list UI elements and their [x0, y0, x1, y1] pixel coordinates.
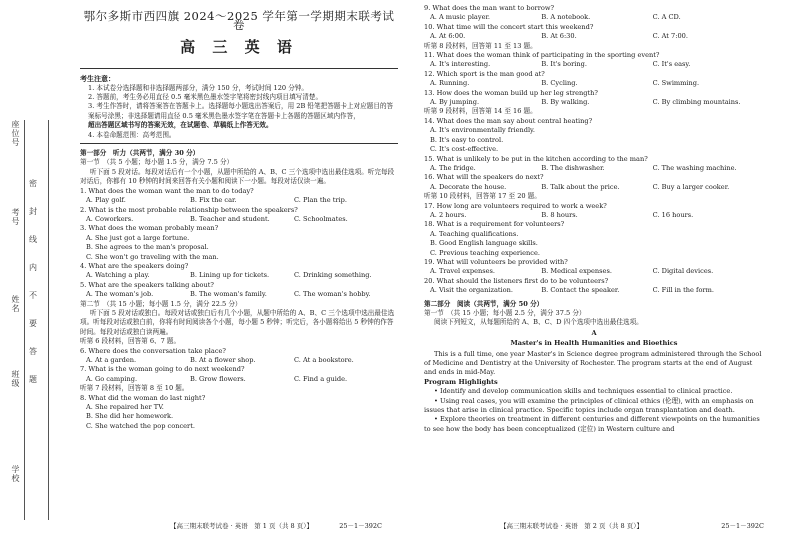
option: C. Previous teaching experience.: [430, 248, 540, 257]
option: B. The dishwasher.: [541, 163, 605, 172]
question-17: 17. How long are volunteers required to work a week?: [424, 201, 607, 210]
seal-char: 线: [29, 235, 37, 244]
binding-line: [48, 120, 49, 520]
option: C. The washing machine.: [652, 163, 737, 172]
option: A. Decorate the house.: [430, 182, 507, 191]
question-19: 19. What will volunteers be provided with?: [424, 257, 568, 266]
question-8: 8. What did the woman do last night?: [80, 393, 206, 402]
seal-char: 内: [29, 263, 37, 272]
option: C. The woman's hobby.: [294, 290, 371, 299]
seal-char: 不: [29, 291, 37, 300]
page-footer: [500, 521, 764, 530]
footer-page-info: 【高三期末联考试卷 · 英语 第 1 页（共 8 页）】: [170, 522, 313, 530]
part2-heading: 第二部分 阅读（共两节，满分 50 分）: [424, 299, 544, 308]
option: A. Coworkers.: [86, 214, 134, 223]
option: C. Buy a larger cooker.: [652, 182, 730, 191]
material-heading: 听第 8 段材料，回答第 11 至 13 题。: [424, 41, 537, 50]
question-12: 12. Which sport is the man good at?: [424, 69, 545, 78]
binding-margin: [4, 120, 56, 520]
section-instructions: 听下面 5 段对话或独白。每段对话或独白后有几个小题，从题中所给的 A、B、C 三个选项中选出最佳选项。听每段对话或独白前，你将有时间阅读各个小题，每小题 5 秒钟；听完后，各小题将给出 5 秒钟的作答时间。每段对话或独白读两遍。: [80, 308, 395, 336]
option: C. Swimming.: [652, 79, 700, 88]
part1-heading: 第一部分 听力（共两节，满分 30 分）: [80, 149, 200, 158]
option: B. She agrees to the man's proposal.: [86, 243, 209, 252]
options-row: [424, 267, 764, 276]
option: A. Watching a play.: [86, 271, 150, 280]
option: B. Cycling.: [541, 79, 578, 88]
option: C. Find a guide.: [294, 374, 348, 383]
options-row: [80, 356, 398, 365]
option: B. A notebook.: [541, 13, 591, 22]
option: B. Good English language skills.: [430, 239, 538, 248]
divider: [80, 143, 398, 144]
options-row: [424, 13, 764, 22]
option: B. At 6:30.: [541, 32, 577, 41]
section-heading: 第一节 （共 15 小题；每小题 2.5 分，满分 37.5 分）: [424, 309, 586, 317]
passage-paragraph: This is a full time, one year Master's in Science degree program administered through the School of Medicine and Dentistry at the University of Rochester. The program starts at the end of August and ends in mid-May.: [424, 349, 762, 377]
option: A. Running.: [430, 79, 470, 88]
exam-subject: 高 三 英 语: [180, 37, 298, 56]
footer-code: 25－1－392C: [339, 522, 382, 530]
question-14: 14. What does the man say about central heating?: [424, 116, 593, 125]
question-9: 9. What does the man want to borrow?: [424, 4, 555, 12]
passage-letter: A: [591, 328, 597, 337]
option: A. She just got a large fortune.: [86, 233, 190, 242]
footer-page-info: 【高三期末联考试卷 · 英语 第 2 页（共 8 页）】: [500, 522, 643, 530]
question-15: 15. What is unlikely to be put in the kitchen according to the man?: [424, 154, 648, 163]
option: C. 16 hours.: [652, 210, 694, 219]
option: B. The woman's family.: [190, 290, 267, 299]
option: C. By climbing mountains.: [652, 98, 741, 107]
question-4: 4. What are the speakers doing?: [80, 261, 189, 270]
option: C. Digital devices.: [652, 267, 714, 276]
question-18: 18. What is a requirement for volunteers?: [424, 220, 565, 229]
question-3: 3. What does the woman probably mean?: [80, 224, 219, 233]
highlight-bullet: • Explore theories on treatment in different centuries and different viewpoints on the humanities to see how the body has been conceptualized (定位) in Western culture and: [424, 415, 760, 433]
option: A. At 6:00.: [430, 32, 466, 41]
exam-number-label: 考号: [11, 208, 20, 226]
option: C. It's cost-effective.: [430, 145, 499, 154]
notice-item: 2. 答题前，考生务必用直径 0.5 毫米黑色墨水签字笔将密封线内项目填写清楚。: [88, 93, 323, 102]
option: A. Play golf.: [86, 196, 126, 205]
question-11: 11. What does the woman think of participating in the sporting event?: [424, 51, 660, 60]
name-label: 姓名: [11, 295, 20, 313]
option: A. Teaching qualifications.: [430, 229, 519, 238]
seat-number-label: 座位号: [11, 120, 20, 147]
option: C. It's easy.: [652, 60, 691, 69]
options-row: [424, 286, 764, 295]
option: B. Fix the car.: [190, 196, 237, 205]
material-heading: 听第 6 段材料，回答第 6、7 题。: [80, 337, 181, 346]
option: B. Medical expenses.: [541, 267, 612, 276]
seal-text: [29, 170, 37, 394]
notice-item: 1. 本试卷分选择题和非选择题两部分，满分 150 分，考试时间 120 分钟。: [88, 83, 308, 92]
section-heading: 第一节 （共 5 小题；每小题 1.5 分，满分 7.5 分）: [80, 158, 234, 167]
question-1: 1. What does the woman want the man to do today?: [80, 186, 254, 195]
notice-block: [80, 74, 398, 140]
seal-char: 题: [29, 375, 37, 384]
option: B. Grow flowers.: [190, 374, 246, 383]
option: B. She did her homework.: [86, 412, 174, 421]
notice-item: 4. 本卷命题范围：高考范围。: [88, 130, 176, 139]
material-heading: 听第 9 段材料，回答第 14 至 16 题。: [424, 107, 537, 116]
binding-line: [24, 120, 25, 520]
option: A. The fridge.: [430, 163, 476, 172]
footer-code: 25－1－392C: [721, 522, 764, 530]
option: A. Go camping.: [86, 374, 138, 383]
seal-char: 答: [29, 347, 37, 356]
options-row: [80, 215, 398, 224]
section-heading: 第二节 （共 15 小题；每小题 1.5 分，满分 22.5 分）: [80, 299, 242, 308]
option: C. At 7:00.: [652, 32, 688, 41]
question-13: 13. How does the woman build up her leg strength?: [424, 88, 598, 97]
options-row: [80, 375, 398, 384]
options-row: [80, 196, 398, 205]
option: C. Fill in the form.: [652, 286, 714, 295]
question-6: 6. Where does the conversation take place?: [80, 346, 226, 355]
notice-item-bold: 超出答题区域书写的答案无效，在试题卷、草稿纸上作答无效。: [88, 121, 273, 130]
options-row: [424, 79, 764, 88]
question-16: 16. What will the speakers do next?: [424, 173, 544, 182]
section-instructions: 阅读下列短文，从每题所给的 A、B、C、D 四个选项中选出最佳选项。: [434, 318, 643, 327]
option: A. The woman's job.: [86, 290, 154, 299]
option: B. Contact the speaker.: [541, 286, 620, 295]
page-footer: [170, 521, 382, 530]
question-10: 10. What time will the concert start this weekend?: [424, 22, 594, 31]
options-row: [80, 271, 398, 280]
option: A. It's interesting.: [430, 60, 491, 69]
option: B. By walking.: [541, 98, 590, 107]
options-row: [424, 183, 764, 192]
option: C. Plan the trip.: [294, 196, 347, 205]
question-2: 2. What is the most probable relationship between the speakers?: [80, 205, 298, 214]
divider: [80, 68, 398, 69]
option: C. At a bookstore.: [294, 356, 354, 364]
option: B. Lining up for tickets.: [190, 271, 270, 280]
notice-item: 3. 考生作答时，请将答案答在答题卡上。选择题每小题选出答案后，用 2B 铅笔把答题卡上对应题目的答案标号涂黑；非选择题请用直径 0.5 毫米黑色墨水签字笔在答题卡上各题的答题区域内作答，: [88, 102, 394, 120]
option: C. Schoolmates.: [294, 214, 348, 223]
seal-char: 要: [29, 319, 37, 328]
highlight-bullet: • Using real cases, you will examine the principles of clinical ethics (伦理), with an emphasis on issues that arise in clinical practice. Specific topics include organ transplantation and death.: [424, 396, 754, 415]
exam-page-2: [424, 4, 764, 434]
seal-char: 封: [29, 207, 37, 216]
option: C. She watched the pop concert.: [86, 421, 195, 430]
options-row: [80, 290, 398, 299]
options-row: [424, 32, 764, 41]
exam-page-1: [80, 4, 398, 431]
school-label: 学校: [11, 465, 20, 483]
option: B. Teacher and student.: [190, 214, 270, 223]
section-instructions: 听下面 5 段对话。每段对话后有一个小题，从题中所给的 A、B、C 三个选项中选出最佳选项。听完每段对话后，你都有 10 秒钟的时间来回答有关小题和阅读下一小题。每段对话仅读一遍。: [80, 167, 395, 186]
option: A. She repaired her TV.: [86, 403, 164, 412]
option: A. A music player.: [430, 13, 491, 22]
class-label: 班级: [11, 370, 20, 388]
option: B. Talk about the price.: [541, 182, 620, 191]
options-row: [424, 60, 764, 69]
option: B. At a flower shop.: [190, 356, 256, 364]
material-heading: 听第 7 段材料，回答第 8 至 10 题。: [80, 384, 189, 393]
question-7: 7. What is the woman going to do next weekend?: [80, 365, 245, 374]
exam-title: 鄂尔多斯市西四旗 2024～2025 学年第一学期期末联考试卷: [83, 9, 395, 33]
question-20: 20. What should the listeners first do to be volunteers?: [424, 276, 609, 285]
highlights-heading: Program Highlights: [424, 377, 498, 386]
option: A. At a garden.: [86, 356, 137, 364]
option: B. 8 hours.: [541, 210, 578, 219]
option: B. It's easy to control.: [430, 135, 504, 144]
option: A. It's environmentally friendly.: [430, 126, 535, 135]
option: C. She won't go traveling with the man.: [86, 252, 219, 261]
option: C. Drinking something.: [294, 271, 372, 280]
passage-title: Master's in Health Humanities and Bioethics: [510, 339, 678, 348]
options-row: [424, 164, 764, 173]
question-5: 5. What are the speakers talking about?: [80, 280, 214, 289]
material-heading: 听第 10 段材料，回答第 17 至 20 题。: [424, 192, 541, 201]
notice-heading: 考生注意：: [80, 74, 115, 84]
option: C. A CD.: [652, 13, 681, 22]
option: A. 2 hours.: [430, 210, 467, 219]
options-row: [424, 211, 764, 220]
option: B. It's boring.: [541, 60, 587, 69]
option: A. By jumping.: [430, 98, 480, 107]
seal-char: 密: [29, 179, 37, 188]
option: A. Visit the organization.: [430, 286, 513, 295]
highlight-bullet: • Identify and develop communication skills and techniques essential to clinical practice.: [434, 387, 733, 396]
option: A. Travel expenses.: [430, 267, 496, 276]
